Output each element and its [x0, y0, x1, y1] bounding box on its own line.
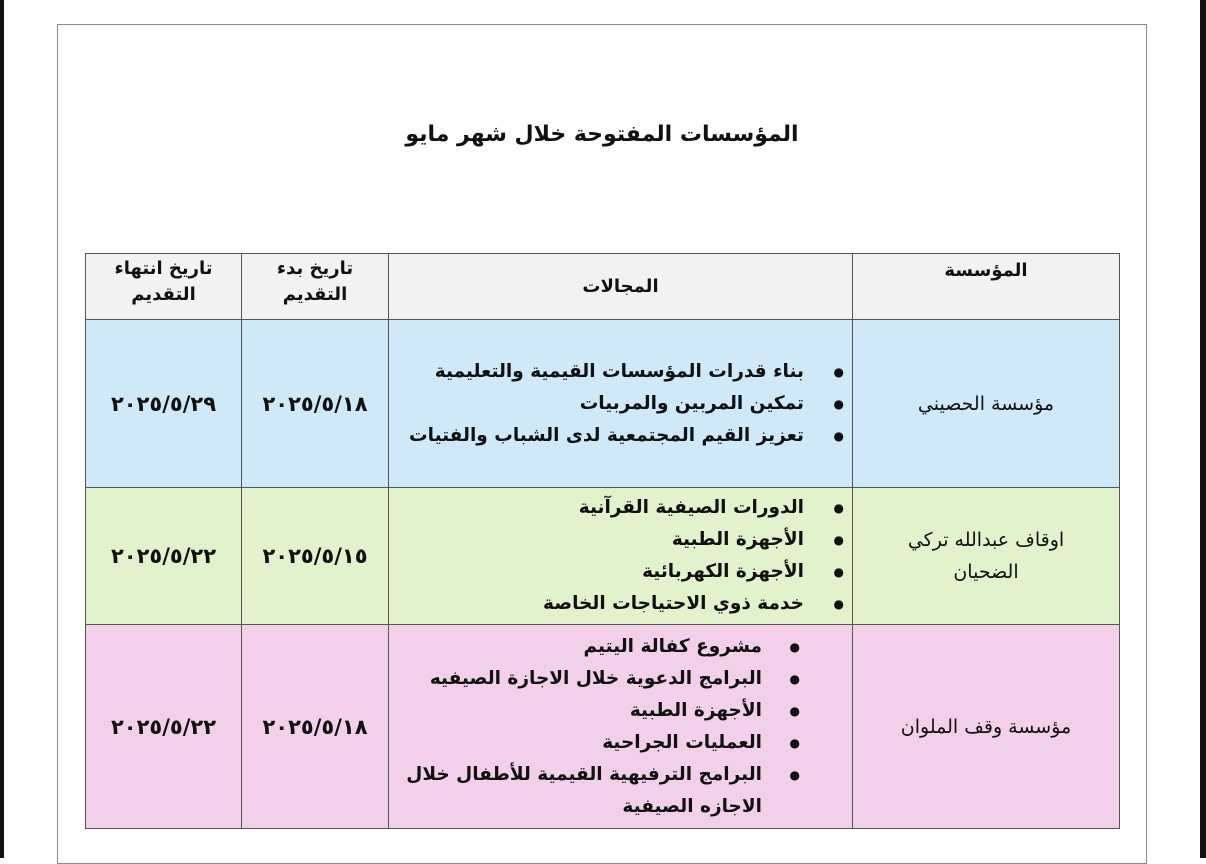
list-item: ● البرامج الدعوية خلال الاجازة الصيفيه	[399, 663, 762, 695]
fields-cell	[389, 320, 853, 488]
fields-cell	[389, 625, 853, 829]
list-item: ● خدمة ذوي الاحتياجات الخاصة	[399, 588, 804, 620]
list-item: ● العمليات الجراحية	[399, 727, 762, 759]
list-item: ● الأجهزة الكهربائية	[399, 556, 804, 588]
header-fields: المجالات	[389, 254, 853, 320]
fields-list	[389, 492, 852, 620]
list-item: ● بناء قدرات المؤسسات القيمية والتعليمية	[399, 356, 804, 388]
list-item: ● تعزيز القيم المجتمعية لدى الشباب والفتيات	[399, 420, 804, 452]
screen-bezel-left	[0, 0, 4, 858]
institution-cell	[853, 488, 1120, 625]
start-date-cell: ٢٠٢٥/٥/١٨	[242, 320, 389, 488]
header-institution: المؤسسة	[853, 254, 1120, 320]
table-row	[86, 488, 1120, 625]
table-row	[86, 320, 1120, 488]
header-end-date: تاريخ انتهاء التقديم	[86, 254, 242, 320]
end-date-cell: ٢٠٢٥/٥/٢٢	[86, 625, 242, 829]
list-item: ● تمكين المربين والمربيات	[399, 388, 804, 420]
header-start-date: تاريخ بدء التقديم	[242, 254, 389, 320]
screen-bezel-right	[1200, 0, 1206, 858]
fields-cell	[389, 488, 853, 625]
institution-cell: مؤسسة وقف الملوان	[853, 625, 1120, 829]
start-date-cell: ٢٠٢٥/٥/١٨	[242, 625, 389, 829]
list-item: ● الأجهزة الطبية	[399, 695, 762, 727]
fields-list	[389, 631, 852, 823]
list-item: ● مشروع كفالة اليتيم	[399, 631, 762, 663]
end-date-cell: ٢٠٢٥/٥/٢٩	[86, 320, 242, 488]
table-row	[86, 625, 1120, 829]
page-title: المؤسسات المفتوحة خلال شهر مايو	[405, 122, 799, 147]
list-item: ● الأجهزة الطبية	[399, 524, 804, 556]
end-date-cell: ٢٠٢٥/٥/٢٢	[86, 488, 242, 625]
fields-list	[389, 356, 852, 452]
institutions-table	[85, 253, 1120, 829]
start-date-cell: ٢٠٢٥/٥/١٥	[242, 488, 389, 625]
list-item: ● الدورات الصيفية القرآنية	[399, 492, 804, 524]
institution-name: اوقاف عبدالله تركي الضحيان	[907, 529, 1065, 583]
list-item: ● البرامج الترفيهية القيمية للأطفال خلال الاجازه الصيفية	[399, 759, 762, 823]
table-header-row	[86, 254, 1120, 320]
institution-cell: مؤسسة الحصيني	[853, 320, 1120, 488]
